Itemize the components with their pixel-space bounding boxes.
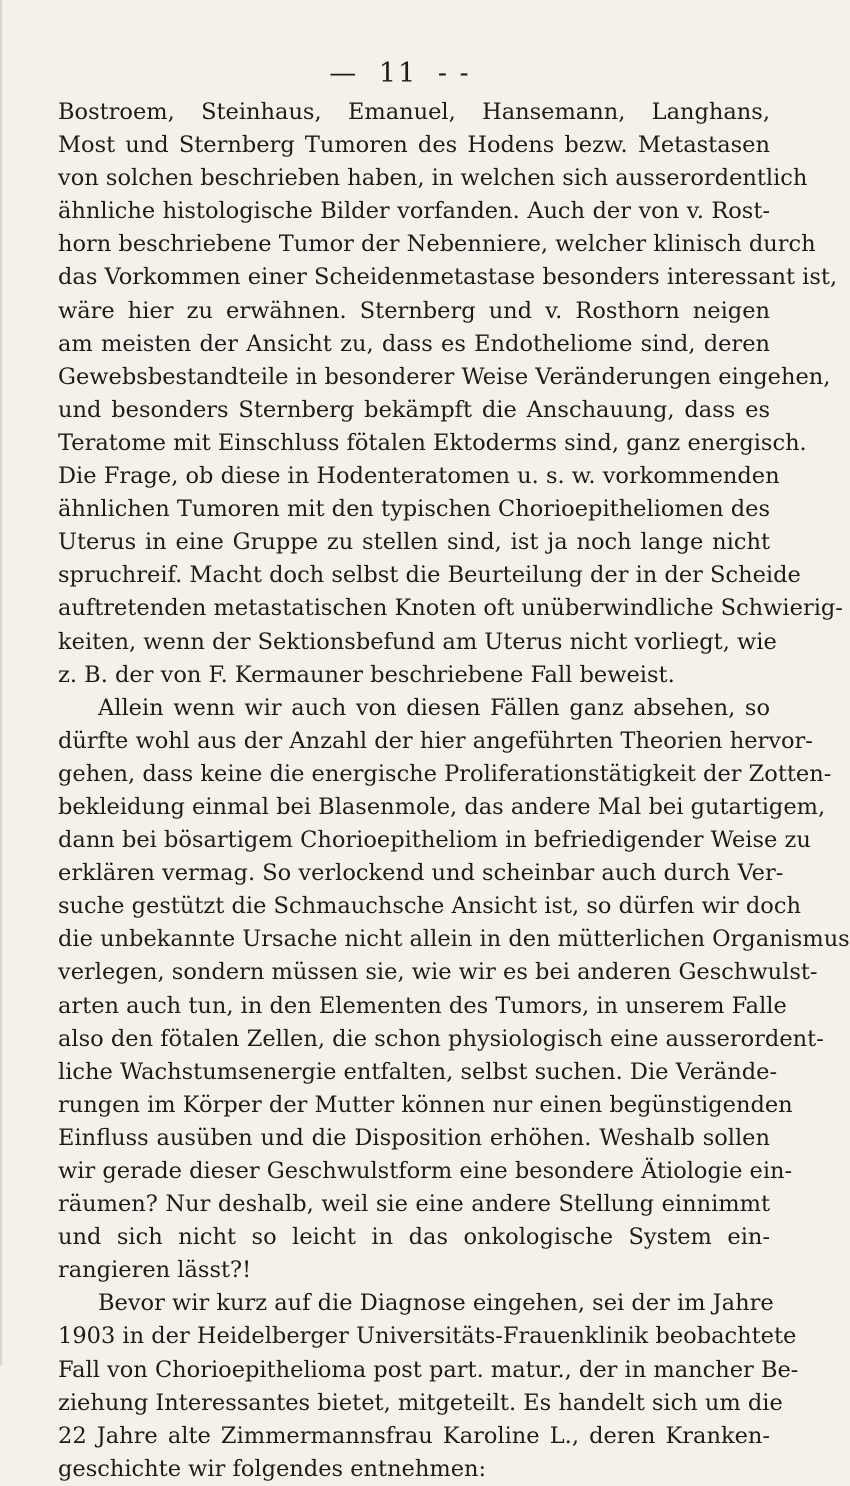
text-line: Fall von Chorioepithelioma post part. matur., der in mancher Be-	[58, 1356, 799, 1383]
text-line: die unbekannte Ursache nicht allein in den mütterlichen Organismus	[58, 926, 850, 953]
text-line: also den fötalen Zellen, die schon physiologisch eine ausserordent-	[58, 1025, 824, 1052]
text-line: gehen, dass keine die energische Proliferationstätigkeit der Zotten-	[58, 760, 832, 787]
text-line: liche Wachstumsenergie entfalten, selbst suchen. Die Verände-	[58, 1058, 778, 1085]
text-line: räumen? Nur deshalb, weil sie eine andere Stellung einnimmt	[58, 1191, 770, 1218]
text-line: erklären vermag. So verlockend und scheinbar auch durch Ver-	[58, 860, 784, 887]
header-left-dash: —	[329, 58, 359, 89]
text-line: ähnliche histologische Bilder vorfanden. Auch der von v. Rost-	[58, 198, 770, 225]
text-line: ähnlichen Tumoren mit den typischen Chorioepitheliomen des	[58, 496, 770, 523]
text-line: 22 Jahre alte Zimmermannsfrau Karoline L., deren Kranken-	[58, 1422, 770, 1449]
text-line: und sich nicht so leicht in das onkologische System ein-	[58, 1224, 770, 1251]
page-edge-shadow	[0, 0, 3, 1365]
text-line: auftretenden metastatischen Knoten oft unüberwindliche Schwierig-	[58, 595, 843, 622]
text-line: Allein wenn wir auch von diesen Fällen ganz absehen, so	[98, 694, 770, 721]
text-line: Gewebsbestandteile in besonderer Weise Veränderungen eingehen,	[58, 363, 831, 390]
page-number: 11	[378, 58, 418, 89]
text-line: Bevor wir kurz auf die Diagnose eingehen, sei der im Jahre	[98, 1290, 774, 1317]
text-line: spruchreif. Macht doch selbst die Beurteilung der in der Scheide	[58, 562, 801, 589]
text-line: dürfte wohl aus der Anzahl der hier angeführten Theorien hervor-	[58, 727, 813, 754]
text-line: keiten, wenn der Sektionsbefund am Uterus nicht vorliegt, wie	[58, 628, 777, 655]
text-line: verlegen, sondern müssen sie, wie wir es bei anderen Geschwulst-	[58, 959, 818, 986]
text-line: das Vorkommen einer Scheidenmetastase besonders interessant ist,	[58, 264, 838, 291]
text-line: rungen im Körper der Mutter können nur einen begünstigenden	[58, 1091, 793, 1118]
text-line: Die Frage, ob diese in Hodenteratomen u. s. w. vorkommenden	[58, 463, 780, 490]
text-line: Bostroem, Steinhaus, Emanuel, Hansemann, Langhans,	[58, 99, 770, 125]
header-right-dash: - -	[437, 58, 471, 89]
text-line: 1903 in der Heidelberger Universitäts-Frauenklinik beobachtete	[58, 1323, 797, 1350]
text-line: suche gestützt die Schmauchsche Ansicht ist, so dürfen wir doch	[58, 893, 801, 920]
text-line: wäre hier zu erwähnen. Sternberg und v. Rosthorn neigen	[58, 297, 770, 324]
text-line: Uterus in eine Gruppe zu stellen sind, ist ja noch lange nicht	[58, 529, 770, 556]
text-line: am meisten der Ansicht zu, dass es Endotheliome sind, deren	[58, 330, 770, 357]
text-line: dann bei bösartigem Chorioepitheliom in befriedigender Weise zu	[58, 827, 811, 854]
text-line: rangieren lässt?!	[58, 1257, 252, 1284]
text-line: wir gerade dieser Geschwulstform eine besondere Ätiologie ein-	[58, 1158, 793, 1184]
text-line: horn beschriebene Tumor der Nebenniere, welcher klinisch durch	[58, 231, 816, 258]
text-line: Most und Sternberg Tumoren des Hodens bezw. Metastasen	[58, 132, 770, 159]
text-line: z. B. der von F. Kermauner beschriebene Fall beweist.	[58, 661, 675, 688]
text-line: arten auch tun, in den Elementen des Tumors, in unserem Falle	[58, 992, 787, 1019]
text-line: Teratome mit Einschluss fötalen Ektoderms sind, ganz energisch.	[58, 429, 807, 456]
text-line: und besonders Sternberg bekämpft die Anschauung, dass es	[58, 396, 770, 423]
text-line: bekleidung einmal bei Blasenmole, das andere Mal bei gutartigem,	[58, 793, 826, 820]
text-line: Einfluss ausüben und die Disposition erhöhen. Weshalb sollen	[58, 1124, 770, 1151]
text-line: geschichte wir folgendes entnehmen:	[58, 1455, 487, 1482]
page-header	[0, 58, 800, 89]
body-text	[58, 96, 850, 1486]
text-line: von solchen beschrieben haben, in welchen sich ausserordentlich	[58, 165, 808, 192]
text-line: ziehung Interessantes bietet, mitgeteilt. Es handelt sich um die	[58, 1389, 783, 1416]
